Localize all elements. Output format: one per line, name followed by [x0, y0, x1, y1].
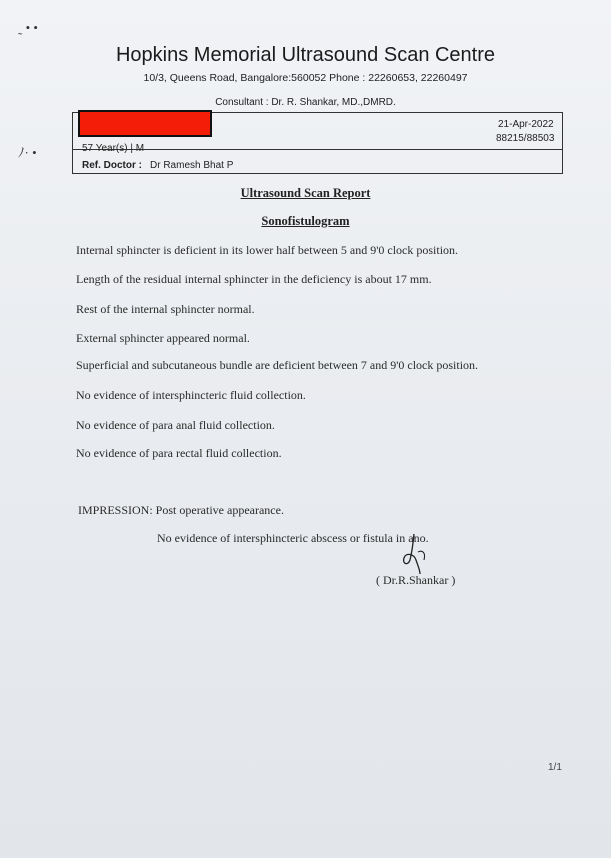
report-subtitle: Sonofistulogram [261, 214, 350, 228]
clinic-name: Hopkins Memorial Ultrasound Scan Centre [115, 44, 496, 66]
impression-line: IMPRESSION: Post operative appearance. [78, 503, 284, 517]
ink-mark: ˷ • • [18, 20, 38, 35]
finding-line: Superficial and subcutaneous bundle are deficient between 7 and 9'0 clock position. [76, 358, 479, 372]
report-title: Ultrasound Scan Report [240, 186, 371, 200]
redaction-block [78, 110, 212, 137]
finding-line: No evidence of para anal fluid collection. [76, 418, 275, 432]
finding-line: Rest of the internal sphincter normal. [76, 302, 255, 316]
report-number: 88215/88503 [496, 133, 555, 144]
consultant-line: Consultant : Dr. R. Shankar, MD.,DMRD. [215, 97, 396, 108]
signatory-name: ( Dr.R.Shankar ) [376, 573, 456, 587]
impression-detail: No evidence of intersphincteric abscess or fistula in ano. [157, 531, 429, 545]
finding-line: Internal sphincter is deficient in its lower half between 5 and 9'0 clock position. [76, 243, 459, 257]
finding-line: Length of the residual internal sphincter in the deficiency is about 17 mm. [76, 272, 432, 286]
finding-line: No evidence of para rectal fluid collection. [76, 446, 282, 460]
finding-line: External sphincter appeared normal. [76, 331, 250, 345]
finding-line: No evidence of intersphincteric fluid collection. [76, 388, 306, 402]
ref-doctor-label: Ref. Doctor : [82, 160, 142, 171]
clinic-address: 10/3, Queens Road, Bangalore:560052 Phone : 22260653, 22260497 [143, 72, 468, 84]
patient-age-sex: 57 Year(s) | M [82, 143, 145, 154]
ref-doctor-name: Dr Ramesh Bhat P [150, 160, 234, 171]
signature-icon [396, 530, 436, 576]
box-divider [73, 149, 562, 150]
page-number: 1/1 [548, 762, 562, 773]
ink-mark: ﾉ· • [18, 145, 37, 160]
report-date: 21-Apr-2022 [498, 119, 554, 130]
